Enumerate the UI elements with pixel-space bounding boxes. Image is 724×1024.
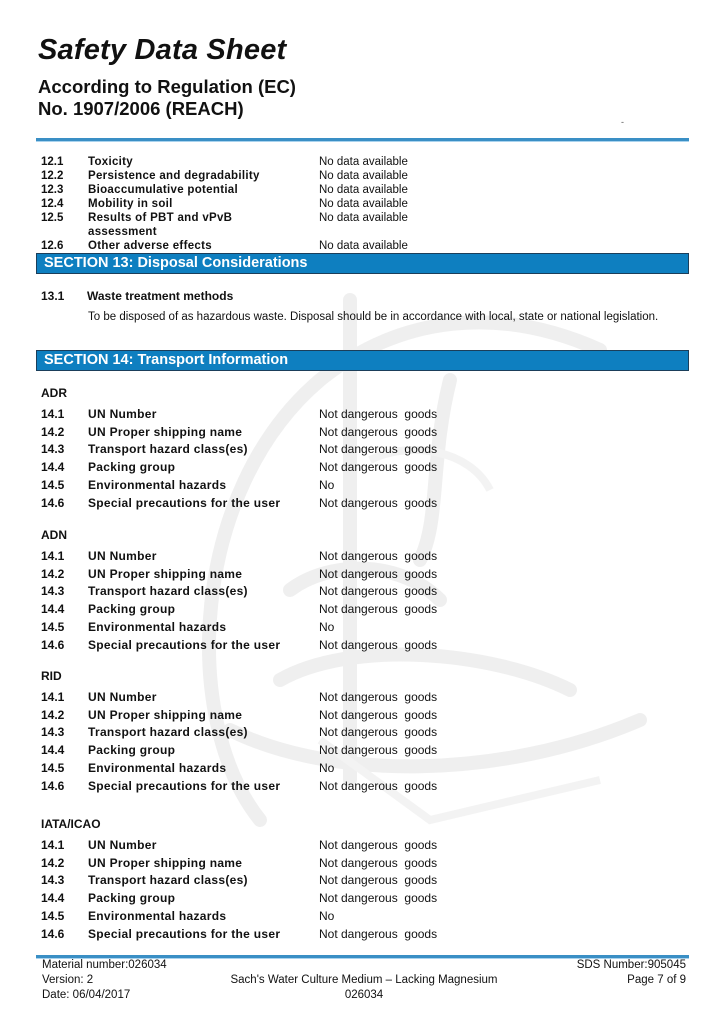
item-number: 14.4 [41,743,65,757]
item-number: 14.4 [41,460,65,474]
item-value: Not dangerous goods [319,549,438,563]
item-number: 14.5 [41,478,65,492]
product-code: 026034 [344,989,384,1001]
item-label: Persistence and degradability [88,170,260,182]
item-number: 14.4 [41,602,65,616]
item-number: 14.5 [41,620,65,634]
item-label: Packing group [88,891,176,905]
item-number: 14.2 [41,567,65,581]
item-label: Other adverse effects [88,240,212,252]
item-label: UN Proper shipping name [88,708,243,722]
item-number: 14.3 [41,873,65,887]
item-number: 14.3 [41,725,65,739]
item-number: 14.2 [41,708,65,722]
item-number: 14.6 [41,927,65,941]
item-label: UN Proper shipping name [88,425,243,439]
item-value: Not dangerous goods [319,442,438,456]
item-number: 12.6 [41,240,64,252]
item-label: UN Number [88,838,157,852]
item-value: Not dangerous goods [319,838,438,852]
item-value: No [319,761,335,775]
item-label: Bioaccumulative potential [88,184,239,196]
item-number: 12.1 [41,156,64,168]
header-divider [36,138,689,142]
item-value: Not dangerous goods [319,708,438,722]
item-label: Special precautions for the user [88,927,281,941]
item-label: UN Number [88,549,157,563]
item-value: Not dangerous goods [319,725,438,739]
item-value: Not dangerous goods [319,873,438,887]
item-label: Transport hazard class(es) [88,725,248,739]
item-label: Environmental hazards [88,620,227,634]
item-value: Not dangerous goods [319,407,438,421]
version: Version: 2 [42,974,94,986]
item-value: Not dangerous goods [319,425,438,439]
waste-treatment-text: To be disposed of as hazardous waste. Disposal should be in accordance with local, state or national legislation. [88,311,659,323]
material-number: Material number:026034 [42,959,167,971]
subtitle-line-2: No. 1907/2006 (REACH) [38,98,244,119]
item-value: No data available [319,170,408,182]
subtitle-line-1: According to Regulation (EC) [38,76,296,97]
regulation-subtitle [38,76,296,120]
item-number: 14.1 [41,838,65,852]
waste-treatment-heading [41,289,234,303]
item-number: 14.4 [41,891,65,905]
item-value: Not dangerous goods [319,927,438,941]
date: Date: 06/04/2017 [42,989,131,1001]
item-number: 14.1 [41,407,65,421]
page-number: Page 7 of 9 [627,974,686,986]
item-value: Not dangerous goods [319,690,438,704]
item-value: Not dangerous goods [319,856,438,870]
item-label: Packing group [88,743,176,757]
item-label: Results of PBT and vPvB [88,212,233,224]
item-number: 14.2 [41,856,65,870]
item-number: 14.1 [41,690,65,704]
item-label: Special precautions for the user [88,779,281,793]
item-number: 13.1 [41,289,65,303]
item-label: UN Number [88,690,157,704]
item-label: Environmental hazards [88,909,227,923]
item-number: 14.6 [41,496,65,510]
transport-mode-heading: RID [41,669,62,683]
item-label: Transport hazard class(es) [88,584,248,598]
transport-mode-heading: ADN [41,528,67,542]
item-label: Transport hazard class(es) [88,873,248,887]
item-label: UN Proper shipping name [88,856,243,870]
item-label: Packing group [88,460,176,474]
item-value: No data available [319,212,408,224]
item-value: No [319,478,335,492]
item-value: Not dangerous goods [319,891,438,905]
item-label: Special precautions for the user [88,496,281,510]
item-number: 14.5 [41,909,65,923]
transport-mode-heading: ADR [41,386,67,400]
document-title: Safety Data Sheet [38,34,287,66]
item-number: 12.4 [41,198,64,210]
transport-mode-heading: IATA/ICAO [41,817,101,831]
item-label: Environmental hazards [88,478,227,492]
item-number: 12.3 [41,184,64,196]
item-value: No data available [319,184,408,196]
item-number: 14.1 [41,549,65,563]
sds-number: SDS Number:905045 [576,959,686,971]
item-label: Toxicity [88,156,134,168]
item-value: No [319,620,335,634]
item-value: No data available [319,156,408,168]
item-value: Not dangerous goods [319,584,438,598]
item-label: Mobility in soil [88,198,173,210]
item-value: Not dangerous goods [319,496,438,510]
item-value: Not dangerous goods [319,567,438,581]
item-value: Not dangerous goods [319,743,438,757]
item-label: UN Number [88,407,157,421]
item-label: Special precautions for the user [88,638,281,652]
item-number: 12.5 [41,212,64,224]
item-number: 14.6 [41,779,65,793]
item-number: 14.5 [41,761,65,775]
footer-right [577,958,686,988]
item-value: No data available [319,240,408,252]
item-value: Not dangerous goods [319,779,438,793]
item-number: 14.3 [41,584,65,598]
item-value: Not dangerous goods [319,638,438,652]
item-label: Waste treatment methods [87,289,234,303]
item-value: Not dangerous goods [319,460,438,474]
item-value: No data available [319,198,408,210]
section-13-header: SECTION 13: Disposal Considerations [36,253,689,274]
item-label: Environmental hazards [88,761,227,775]
section-14-header: SECTION 14: Transport Information [36,350,689,371]
item-label: assessment [88,226,157,238]
product-name: Sach's Water Culture Medium – Lacking Magnesium [230,974,498,986]
item-number: 14.2 [41,425,65,439]
item-label: UN Proper shipping name [88,567,243,581]
item-value: No [319,909,335,923]
item-number: 12.2 [41,170,64,182]
header-mark: - [621,117,624,127]
item-number: 14.6 [41,638,65,652]
item-number: 14.3 [41,442,65,456]
item-label: Packing group [88,602,176,616]
item-label: Transport hazard class(es) [88,442,248,456]
item-value: Not dangerous goods [319,602,438,616]
